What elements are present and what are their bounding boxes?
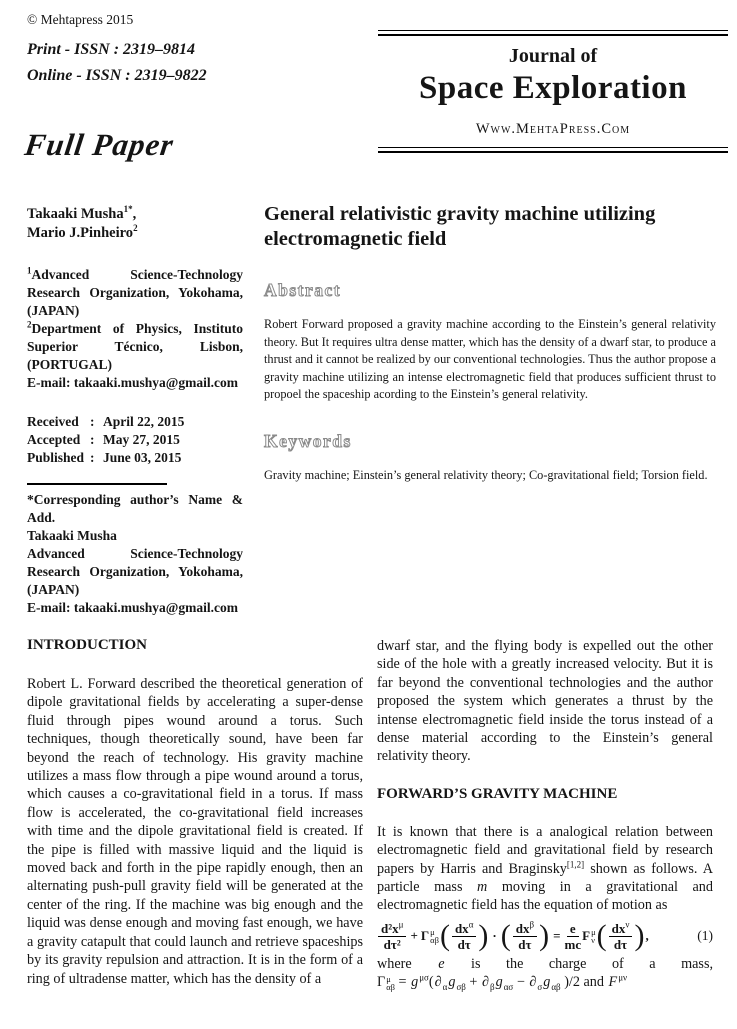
continuation-paragraph: dwarf star, and the flying body is expelled out the other side of the hole with a greatly increased velocity. But it is far beyond the conventional technologies and the author proposed the system which generates a thrust by the intense electromagnetic field inside the torus instead of a dense material according to the Einstein’s general relativity theory. <box>377 638 713 765</box>
footnote-rule <box>27 483 167 485</box>
corresponding-email: E-mail: takaaki.mushya@gmail.com <box>27 600 238 615</box>
corresponding-author-block <box>27 527 243 617</box>
article-type-logo: Full Paper <box>22 127 177 162</box>
introduction-paragraph: Robert L. Forward described the theoretical generation of dipole gravitational fields by accelerating a super-dense fluid through pipes wound around a torus. Such techniques, though theoretically sound, have been far beyond the reach of technology. His gravity machine utilizes a mass flow through a pipe wound around a torus, which causes a co-gravitational field in a torus. If mass flow is accelerated, the co-gravitational field increases with time and the dipole gravitational field is created. If the pipe is filled with massive liquid and the liquid is moved back and forth in the pipe rapidly enough, then an alternating push-pull gravity field will be generated at the center of the ring. If the machine was big enough and the liquid was dense enough and moving fast enough, we have a gravity catapult that could launch and retrieve spaceships by its gravity repulsion and attraction. It is in the form of a ring of ultradense matter, which has the density of a <box>27 676 363 987</box>
date-accepted: Accepted : May 27, 2015 <box>27 432 180 447</box>
equation-1-number: (1) <box>697 928 713 944</box>
equation-1 <box>377 919 713 953</box>
abstract-text: Robert Forward proposed a gravity machine according to the Einstein’s general relativity theory. But It requires ultra dense matter, which has the density of a dwarf star, to produce a thrust and it cannot be realized by our conventional technologies. Thus the author propose a gravity machine utilizing an intense electromagnetic field that produces sufficient thrust to propoel the spaceship acording to the Einstein’s general relativity. <box>264 317 716 402</box>
banner-top-rule <box>378 30 728 36</box>
online-issn: Online - ISSN : 2319–9822 <box>27 67 207 84</box>
author-2: Mario J.Pinheiro$^2$ <box>27 223 138 241</box>
introduction-heading: INTRODUCTION <box>27 637 148 653</box>
journal-website: Www.MehtaPress.Com <box>475 121 631 137</box>
article-title: General relativistic gravity machine utilizing electromagnetic field <box>264 203 656 250</box>
author-sidebar <box>27 205 243 617</box>
author-email: E-mail: takaaki.mushya@gmail.com <box>27 375 238 390</box>
copyright-line: © Mehtapress 2015 <box>27 12 134 27</box>
affiliation-2: $^2$Department of Physics, Instituto Superior Técnico, Lisbon, (PORTUGAL) <box>27 319 243 372</box>
equation-2-expression: Γ μ αβ = $g^{\mu\sigma}(\partial_\alpha g_{\sigma\beta} + \partial_\beta g_{\alpha\sigma} - \partial_\sigma g_{\alpha\beta}$ )/2 <box>377 972 580 993</box>
forward-paragraph: It is known that there is a analogical relation between electromagnetic field and gravitational field by research papers by Harris and Braginsky[1,2] shown as follows. A particle mass m moving in a gravitational and electromagnetic field has the equation of motion as <box>377 823 713 914</box>
forwards-gravity-machine-heading: FORWARD’S GRAVITY MACHINE <box>377 785 618 802</box>
keywords-text: Gravity machine; Einstein’s general relativity theory; Co-gravitational field; Torsion field. <box>264 467 708 482</box>
masthead-left <box>27 12 357 89</box>
journal-of-label: Journal of <box>508 45 598 67</box>
article-header <box>264 202 716 484</box>
print-issn: Print - ISSN : 2319–9814 <box>27 41 196 58</box>
corresponding-name: Takaaki Musha <box>27 528 117 543</box>
date-received: Received : April 22, 2015 <box>27 414 185 429</box>
journal-name: Space Exploration <box>419 70 687 106</box>
keywords-heading: Keywords <box>264 430 352 451</box>
affiliation-1: $^1$Advanced Science-Technology Research Organization, Yokohama, (JAPAN) <box>27 265 243 318</box>
body-column-left <box>27 637 363 992</box>
banner-bottom-rule <box>378 147 728 153</box>
citation-ref: [1,2] <box>566 858 585 869</box>
abstract-heading: Abstract <box>264 280 342 301</box>
journal-banner <box>378 30 728 153</box>
article-body <box>27 637 713 992</box>
equation-2-paragraph: where e is the charge of a mass, Γ μ αβ = $g^{\mu\sigma}(\partial_\alpha g_{\sigma\beta} + \partial_\beta g_{\alpha\sigma} - \partial_\sigma g_{\alpha\beta}$ )/2 and $F^{\mu\nu}$ <box>377 955 714 993</box>
corresponding-note: *Corresponding author’s Name & Add. <box>27 492 243 525</box>
author-names <box>27 205 243 243</box>
body-column-right <box>377 637 713 992</box>
equation-1-expression: $\frac{d^2x^\mu}{\text{dτ²}}$ + Γ μ αβ ( $\frac{dx^\alpha}{d\tau}$ ) · ( $\frac{dx^\beta}{d\tau}$ ) = $\frac{e}{mc}$ F μ ν ( $\frac{dx^\nu}{d\tau}$ ) , <box>377 922 649 951</box>
affiliations <box>27 266 243 392</box>
article-dates <box>27 413 243 467</box>
mass-variable: m <box>477 879 488 896</box>
author-1: Takaaki Musha$^{1*}$, <box>27 204 137 222</box>
date-published: Published : June 03, 2015 <box>27 450 182 465</box>
corresponding-affiliation: Advanced Science-Technology Research Organization, Yokohama, (JAPAN) <box>27 546 243 597</box>
